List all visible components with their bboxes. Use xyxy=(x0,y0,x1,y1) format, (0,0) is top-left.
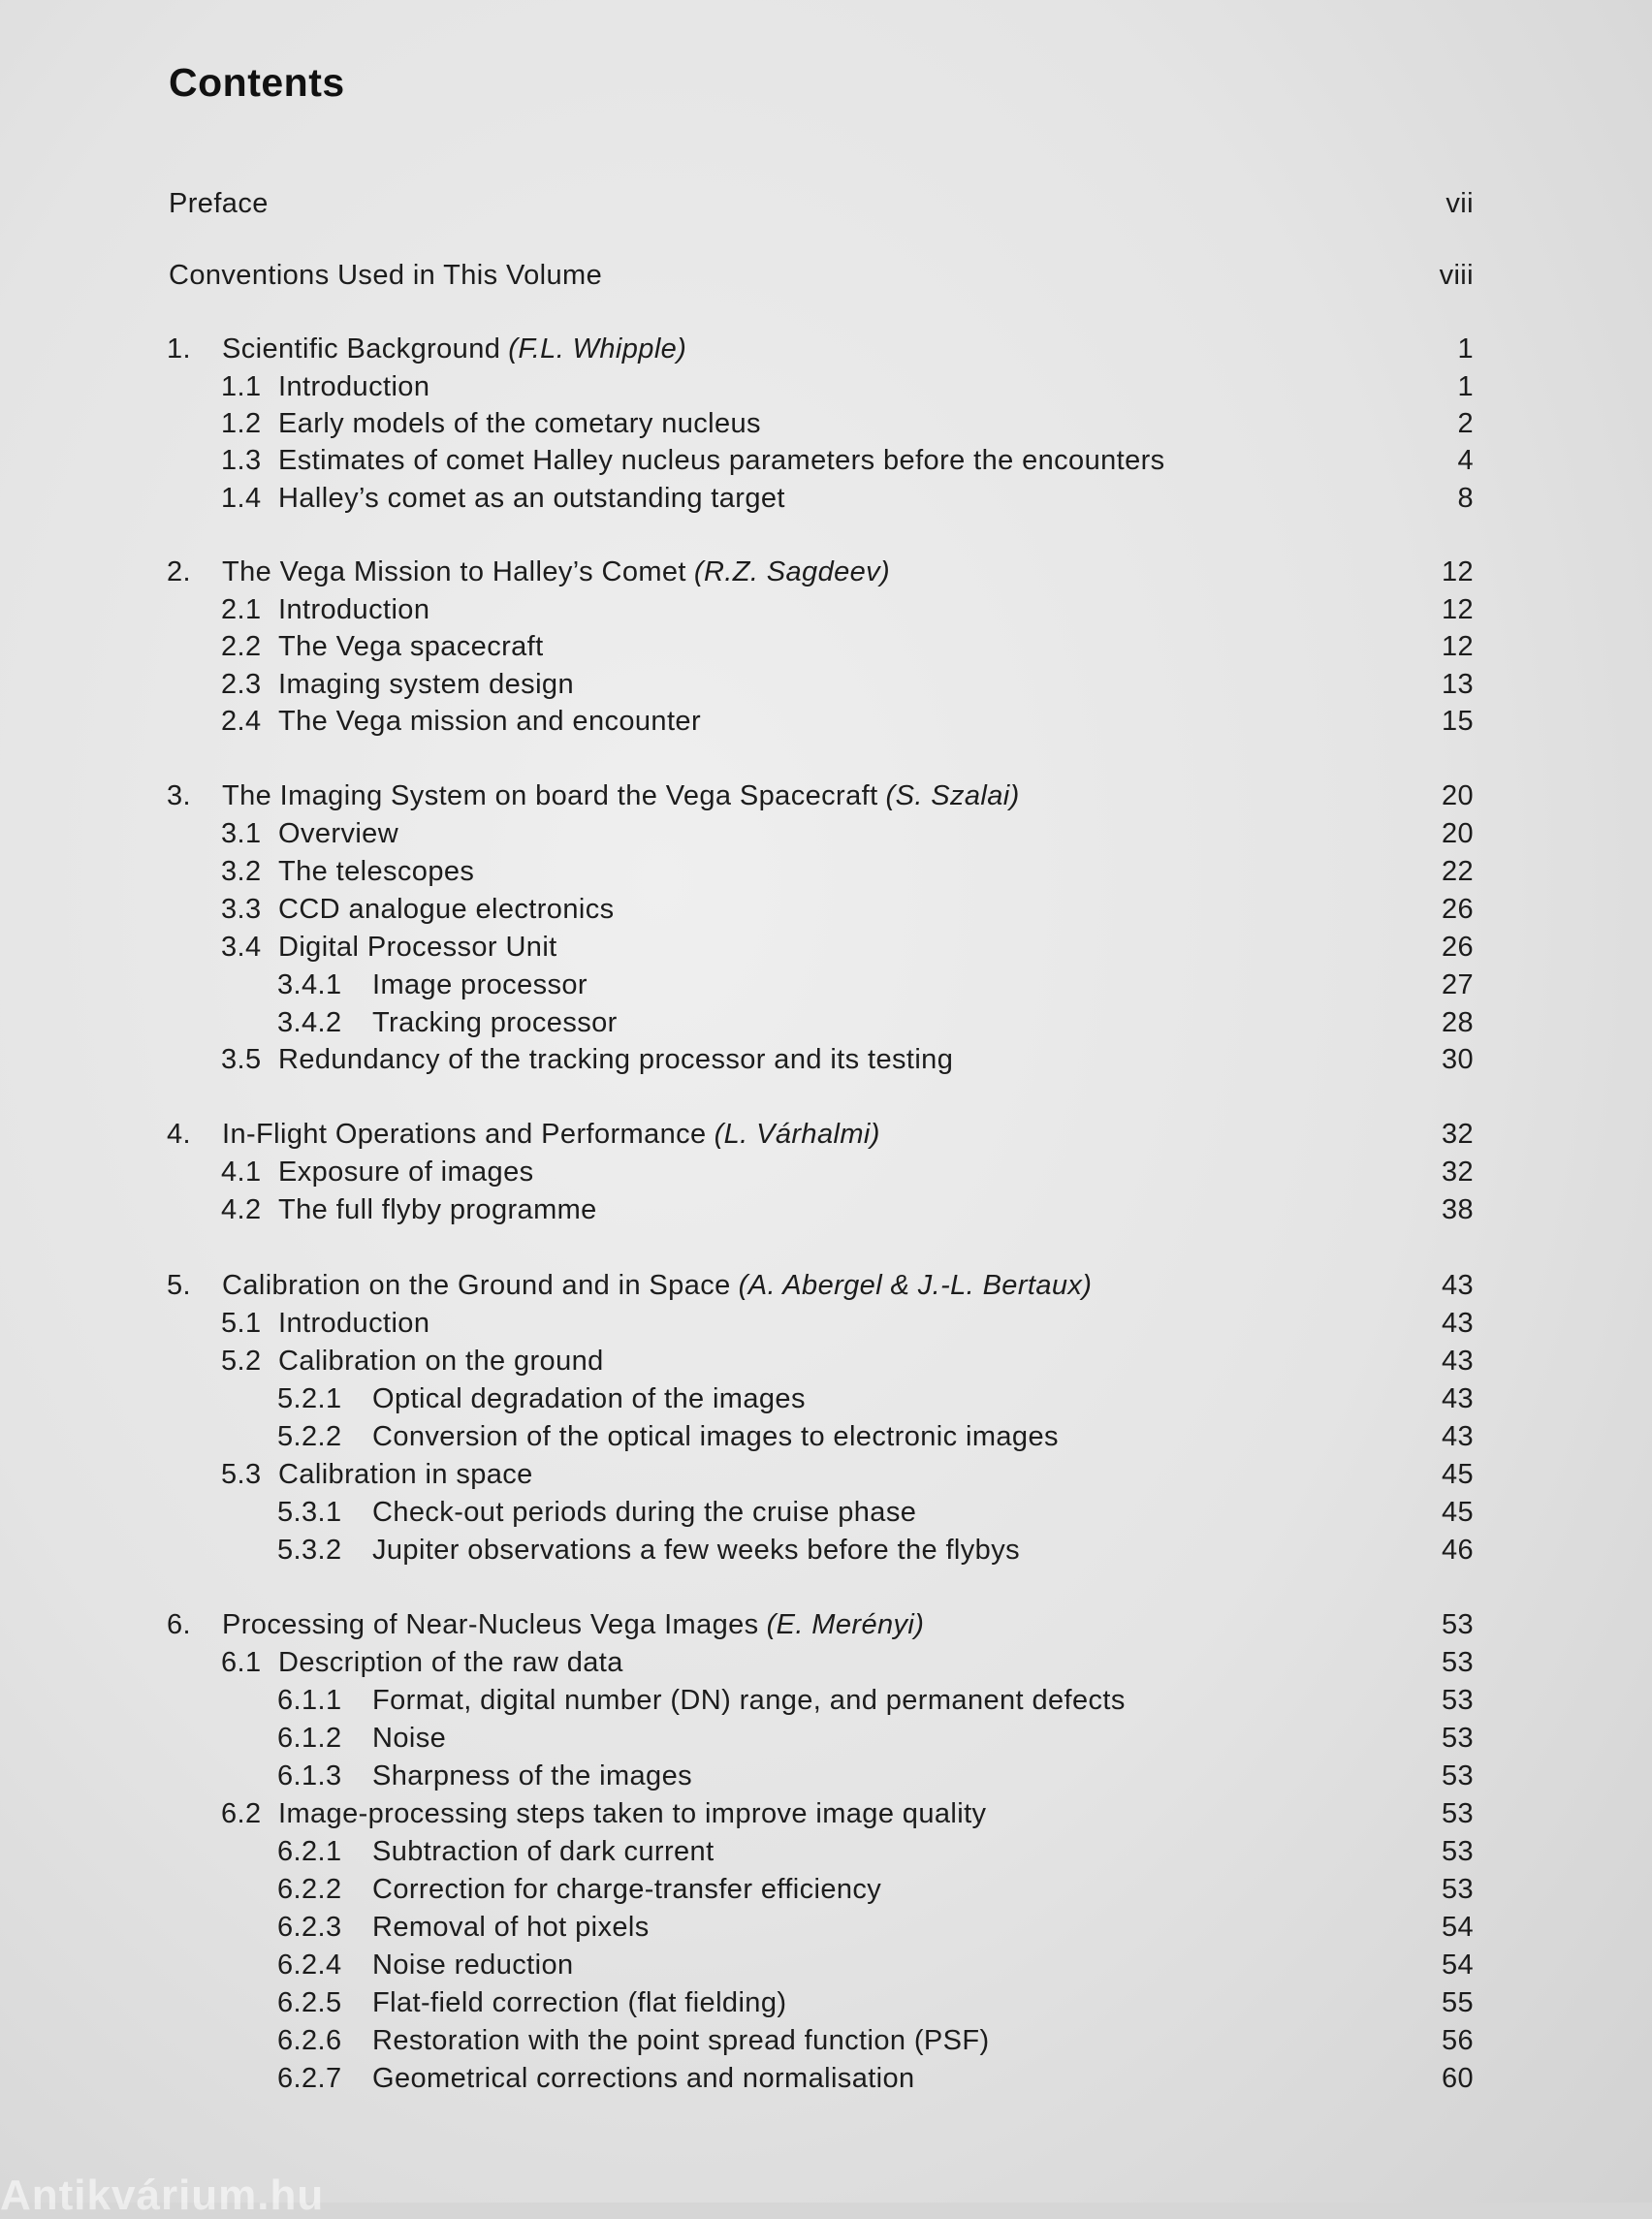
toc-section-entry xyxy=(0,928,1652,967)
toc-entry-title: Introduction xyxy=(278,594,430,625)
toc-section-entry xyxy=(0,966,1652,1004)
toc-entry-number: 5.3 xyxy=(221,1459,262,1490)
toc-entry-title: Calibration in space xyxy=(278,1459,533,1490)
toc-entry-title: Description of the raw data xyxy=(278,1647,623,1678)
toc-entry-title-group xyxy=(278,367,429,406)
toc-entry-number: 2.3 xyxy=(221,669,262,700)
toc-entry-title: Image-processing steps taken to improve image quality xyxy=(278,1798,987,1829)
toc-page-number: 32 xyxy=(1441,1119,1474,1150)
toc-page-number: 12 xyxy=(1441,631,1474,662)
toc-page-number: 53 xyxy=(1441,1647,1474,1678)
toc-entry-author: (S. Szalai) xyxy=(885,780,1020,811)
toc-page-number: 20 xyxy=(1441,818,1474,849)
toc-entry-title: Processing of Near-Nucleus Vega Images xyxy=(222,1609,759,1640)
toc-entry-title: Sharpness of the images xyxy=(372,1760,692,1791)
toc-entry-number: 4.1 xyxy=(221,1157,262,1188)
page-title: Contents xyxy=(169,60,345,105)
toc-entry-number: 6.1 xyxy=(221,1647,262,1678)
toc-page-number: 12 xyxy=(1441,594,1474,625)
toc-page-number: 46 xyxy=(1441,1535,1474,1566)
toc-section-entry xyxy=(0,590,1652,629)
toc-chapter-entry xyxy=(0,777,1652,815)
toc-page-number: 53 xyxy=(1441,1760,1474,1791)
toc-page-number: 43 xyxy=(1441,1270,1474,1301)
toc-chapter-entry xyxy=(0,184,1652,223)
toc-section-entry xyxy=(0,1493,1652,1532)
toc-entry-title: Digital Processor Unit xyxy=(278,932,557,963)
toc-section-entry xyxy=(0,627,1652,666)
toc-entry-title-group xyxy=(372,1417,1059,1456)
toc-page-number: 26 xyxy=(1441,932,1474,963)
toc-page-number: 55 xyxy=(1441,1987,1474,2018)
toc-entry-title: Optical degradation of the images xyxy=(372,1383,806,1414)
toc-section-entry xyxy=(0,1681,1652,1720)
toc-page-number: 12 xyxy=(1441,556,1474,587)
toc-entry-title-group xyxy=(372,1908,650,1947)
toc-entry-author: (L. Várhalmi) xyxy=(714,1119,880,1150)
toc-entry-title: CCD analogue electronics xyxy=(278,894,615,925)
toc-entry-title: Preface xyxy=(169,188,269,219)
toc-page-number: 32 xyxy=(1441,1157,1474,1188)
toc-entry-number: 5.3.2 xyxy=(277,1535,342,1566)
toc-entry-title: The telescopes xyxy=(278,856,475,887)
toc-section-entry xyxy=(0,1379,1652,1418)
toc-entry-title-group xyxy=(222,777,1020,815)
toc-entry-title: Jupiter observations a few weeks before the flybys xyxy=(372,1535,1020,1566)
toc-entry-title: Introduction xyxy=(278,1308,430,1339)
toc-entry-title: Overview xyxy=(278,818,399,849)
toc-chapter-entry xyxy=(0,1115,1652,1154)
toc-section-entry xyxy=(0,1832,1652,1871)
toc-entry-title-group xyxy=(278,404,761,443)
toc-entry-title-group xyxy=(278,665,574,704)
toc-entry-title-group xyxy=(278,928,557,967)
toc-entry-title: Exposure of images xyxy=(278,1157,534,1188)
toc-entry-title-group xyxy=(278,1040,953,1079)
toc-page-number: 45 xyxy=(1441,1497,1474,1528)
toc-entry-title: Noise xyxy=(372,1723,447,1754)
toc-chapter-entry xyxy=(0,1605,1652,1644)
toc-page-number: viii xyxy=(1439,260,1474,291)
toc-entry-title-group xyxy=(278,590,429,629)
toc-page-number: 53 xyxy=(1441,1685,1474,1716)
toc-entry-title-group xyxy=(278,1304,429,1343)
toc-entry-number: 2.2 xyxy=(221,631,262,662)
toc-section-entry xyxy=(0,2021,1652,2060)
toc-entry-title: The Imaging System on board the Vega Spacecraft xyxy=(222,780,878,811)
toc-chapter-entry xyxy=(0,256,1652,295)
toc-section-entry xyxy=(0,1643,1652,1682)
toc-page-number: 43 xyxy=(1441,1421,1474,1452)
toc-section-entry xyxy=(0,1190,1652,1229)
toc-entry-author: (F.L. Whipple) xyxy=(508,333,687,365)
toc-chapter-entry xyxy=(0,1266,1652,1305)
toc-page-number: 53 xyxy=(1441,1798,1474,1829)
toc-section-entry xyxy=(0,1153,1652,1191)
toc-section-entry xyxy=(0,1531,1652,1569)
toc-entry-number: 6.2.2 xyxy=(277,1874,342,1905)
toc-page-number: 60 xyxy=(1441,2063,1474,2094)
toc-entry-title: Scientific Background xyxy=(222,333,501,365)
toc-entry-title-group xyxy=(372,2021,990,2060)
toc-entry-title: Imaging system design xyxy=(278,669,574,700)
toc-entry-author: (E. Merényi) xyxy=(766,1609,925,1640)
toc-entry-title-group xyxy=(372,1379,806,1418)
toc-page-number: vii xyxy=(1446,188,1474,219)
toc-entry-title: Noise reduction xyxy=(372,1950,574,1981)
toc-entry-title: Calibration on the ground xyxy=(278,1346,604,1377)
toc-entry-title-group xyxy=(372,1493,916,1532)
toc-section-entry xyxy=(0,1870,1652,1909)
toc-section-entry xyxy=(0,367,1652,406)
toc-entry-number: 2.4 xyxy=(221,706,262,737)
toc-page-number: 53 xyxy=(1441,1723,1474,1754)
toc-page-number: 20 xyxy=(1441,780,1474,811)
toc-entry-number: 2.1 xyxy=(221,594,262,625)
toc-entry-title-group xyxy=(278,627,544,666)
toc-entry-number: 6.1.1 xyxy=(277,1685,342,1716)
toc-entry-title-group xyxy=(222,330,686,368)
toc-entry-title-group xyxy=(278,1190,597,1229)
toc-page-number: 54 xyxy=(1441,1950,1474,1981)
toc-entry-number: 4.2 xyxy=(221,1194,262,1225)
toc-page-number: 30 xyxy=(1441,1044,1474,1075)
toc-entry-title: Calibration on the Ground and in Space xyxy=(222,1270,731,1301)
toc-entry-number: 1.1 xyxy=(221,371,262,402)
toc-page-number: 1 xyxy=(1457,371,1474,402)
toc-entry-number: 6.2.4 xyxy=(277,1950,342,1981)
toc-entry-title-group xyxy=(222,1266,1092,1305)
toc-page-number: 8 xyxy=(1457,483,1474,514)
toc-entry-number: 3.3 xyxy=(221,894,262,925)
toc-section-entry xyxy=(0,441,1652,480)
toc-page-number: 54 xyxy=(1441,1912,1474,1943)
toc-section-entry xyxy=(0,702,1652,741)
toc-section-entry xyxy=(0,1794,1652,1833)
toc-entry-number: 2. xyxy=(167,556,191,587)
toc-entry-number: 1.3 xyxy=(221,445,262,476)
toc-section-entry xyxy=(0,1757,1652,1795)
toc-entry-title: Halley’s comet as an outstanding target xyxy=(278,483,785,514)
toc-entry-title: Format, digital number (DN) range, and permanent defects xyxy=(372,1685,1126,1716)
toc-entry-number: 3.4.2 xyxy=(277,1007,342,1038)
toc-section-entry xyxy=(0,814,1652,853)
toc-entry-title: Introduction xyxy=(278,371,430,402)
toc-entry-title-group xyxy=(222,1605,924,1644)
toc-section-entry xyxy=(0,1983,1652,2022)
toc-entry-title-group xyxy=(278,441,1165,480)
toc-page-number: 45 xyxy=(1441,1459,1474,1490)
toc-entry-title-group xyxy=(372,1946,574,1984)
toc-section-entry xyxy=(0,1946,1652,1984)
toc-entry-number: 3.4 xyxy=(221,932,262,963)
toc-entry-title: Subtraction of dark current xyxy=(372,1836,715,1867)
toc-entry-title-group xyxy=(278,479,785,518)
toc-entry-number: 1.2 xyxy=(221,408,262,439)
toc-entry-title-group xyxy=(372,1719,446,1758)
toc-entry-title-group xyxy=(278,814,398,853)
toc-entry-author: (R.Z. Sagdeev) xyxy=(693,556,891,587)
toc-page-number: 43 xyxy=(1441,1308,1474,1339)
toc-section-entry xyxy=(0,1304,1652,1343)
toc-entry-title-group xyxy=(278,1643,623,1682)
toc-entry-title-group xyxy=(372,1870,881,1909)
toc-entry-number: 3.1 xyxy=(221,818,262,849)
toc-entry-number: 5.2.1 xyxy=(277,1383,342,1414)
toc-entry-title: The Vega spacecraft xyxy=(278,631,544,662)
toc-section-entry xyxy=(0,1719,1652,1758)
toc-entry-title: Early models of the cometary nucleus xyxy=(278,408,761,439)
toc-entry-number: 1. xyxy=(167,333,191,365)
toc-section-entry xyxy=(0,1455,1652,1494)
toc-entry-title: The Vega mission and encounter xyxy=(278,706,701,737)
toc-entry-title-group xyxy=(169,184,269,223)
toc-entry-title: Tracking processor xyxy=(372,1007,618,1038)
watermark-text: Antikvárium.hu xyxy=(0,2171,325,2219)
toc-section-entry xyxy=(0,890,1652,929)
toc-page-number: 13 xyxy=(1441,669,1474,700)
toc-section-entry xyxy=(0,479,1652,518)
toc-entry-number: 5. xyxy=(167,1270,191,1301)
toc-entry-number: 6.2.7 xyxy=(277,2063,342,2094)
toc-entry-title-group xyxy=(278,702,701,741)
toc-section-entry xyxy=(0,404,1652,443)
toc-entry-title-group xyxy=(372,1983,786,2022)
toc-chapter-entry xyxy=(0,553,1652,591)
toc-entry-title: Geometrical corrections and normalisation xyxy=(372,2063,915,2094)
toc-entry-title: Removal of hot pixels xyxy=(372,1912,650,1943)
toc-entry-number: 3.2 xyxy=(221,856,262,887)
toc-chapter-entry xyxy=(0,330,1652,368)
toc-entry-number: 3.5 xyxy=(221,1044,262,1075)
toc-section-entry xyxy=(0,1003,1652,1042)
toc-section-entry xyxy=(0,852,1652,891)
toc-entry-number: 6.1.2 xyxy=(277,1723,342,1754)
toc-entry-title: Restoration with the point spread function (PSF) xyxy=(372,2025,990,2056)
toc-entry-title: Conventions Used in This Volume xyxy=(169,260,603,291)
toc-entry-number: 3. xyxy=(167,780,191,811)
toc-entry-number: 5.3.1 xyxy=(277,1497,342,1528)
toc-entry-title: Estimates of comet Halley nucleus parameters before the encounters xyxy=(278,445,1165,476)
toc-entry-number: 6. xyxy=(167,1609,191,1640)
toc-entry-number: 4. xyxy=(167,1119,191,1150)
toc-entry-title: The full flyby programme xyxy=(278,1194,597,1225)
toc-entry-title-group xyxy=(278,890,615,929)
toc-entry-title: Check-out periods during the cruise phase xyxy=(372,1497,917,1528)
toc-entry-number: 5.2 xyxy=(221,1346,262,1377)
toc-section-entry xyxy=(0,1417,1652,1456)
toc-entry-title-group xyxy=(372,2059,915,2098)
toc-page-number: 1 xyxy=(1457,333,1474,365)
toc-entry-number: 6.2.5 xyxy=(277,1987,342,2018)
toc-entry-title: Correction for charge-transfer efficiency xyxy=(372,1874,882,1905)
toc-entry-title-group xyxy=(222,553,890,591)
toc-page-number: 53 xyxy=(1441,1609,1474,1640)
toc-entry-number: 5.2.2 xyxy=(277,1421,342,1452)
toc-page-number: 4 xyxy=(1457,445,1474,476)
toc-entry-title-group xyxy=(372,1531,1020,1569)
toc-entry-number: 6.2.6 xyxy=(277,2025,342,2056)
toc-page-number: 26 xyxy=(1441,894,1474,925)
toc-section-entry xyxy=(0,1040,1652,1079)
toc-page-number: 2 xyxy=(1457,408,1474,439)
toc-page-number: 43 xyxy=(1441,1346,1474,1377)
toc-entry-author: (A. Abergel & J.-L. Bertaux) xyxy=(738,1270,1093,1301)
toc-entry-number: 6.2 xyxy=(221,1798,262,1829)
toc-entry-title: The Vega Mission to Halley’s Comet xyxy=(222,556,686,587)
toc-entry-title: Conversion of the optical images to electronic images xyxy=(372,1421,1059,1452)
toc-section-entry xyxy=(0,1908,1652,1947)
toc-section-entry xyxy=(0,665,1652,704)
toc-entry-title-group xyxy=(372,1003,618,1042)
toc-entry-title: Image processor xyxy=(372,969,588,1000)
toc-entry-title-group xyxy=(278,852,474,891)
toc-entry-title-group xyxy=(278,1794,986,1833)
toc-entry-title-group xyxy=(278,1153,534,1191)
toc-page-number: 22 xyxy=(1441,856,1474,887)
toc-page-number: 38 xyxy=(1441,1194,1474,1225)
toc-entry-number: 6.2.3 xyxy=(277,1912,342,1943)
toc-entry-title: Flat-field correction (flat fielding) xyxy=(372,1987,787,2018)
toc-page-number: 28 xyxy=(1441,1007,1474,1038)
toc-entry-number: 1.4 xyxy=(221,483,262,514)
toc-page-number: 53 xyxy=(1441,1874,1474,1905)
toc-page-number: 53 xyxy=(1441,1836,1474,1867)
toc-entry-number: 3.4.1 xyxy=(277,969,342,1000)
toc-entry-title-group xyxy=(372,1832,715,1871)
toc-entry-title-group xyxy=(222,1115,880,1154)
toc-page-number: 43 xyxy=(1441,1383,1474,1414)
toc-page-number: 27 xyxy=(1441,969,1474,1000)
toc-section-entry xyxy=(0,1342,1652,1380)
toc-entry-title-group xyxy=(169,256,602,295)
toc-entry-title-group xyxy=(278,1455,533,1494)
toc-page-number: 15 xyxy=(1441,706,1474,737)
toc-entry-title-group xyxy=(278,1342,604,1380)
toc-entry-number: 6.1.3 xyxy=(277,1760,342,1791)
toc-entry-number: 5.1 xyxy=(221,1308,262,1339)
toc-section-entry xyxy=(0,2059,1652,2098)
toc-entry-title-group xyxy=(372,1757,692,1795)
toc-entry-title: Redundancy of the tracking processor and its testing xyxy=(278,1044,954,1075)
toc-entry-number: 6.2.1 xyxy=(277,1836,342,1867)
toc-entry-title: In-Flight Operations and Performance xyxy=(222,1119,707,1150)
toc-page-number: 56 xyxy=(1441,2025,1474,2056)
toc-entry-title-group xyxy=(372,1681,1126,1720)
toc-entry-title-group xyxy=(372,966,588,1004)
